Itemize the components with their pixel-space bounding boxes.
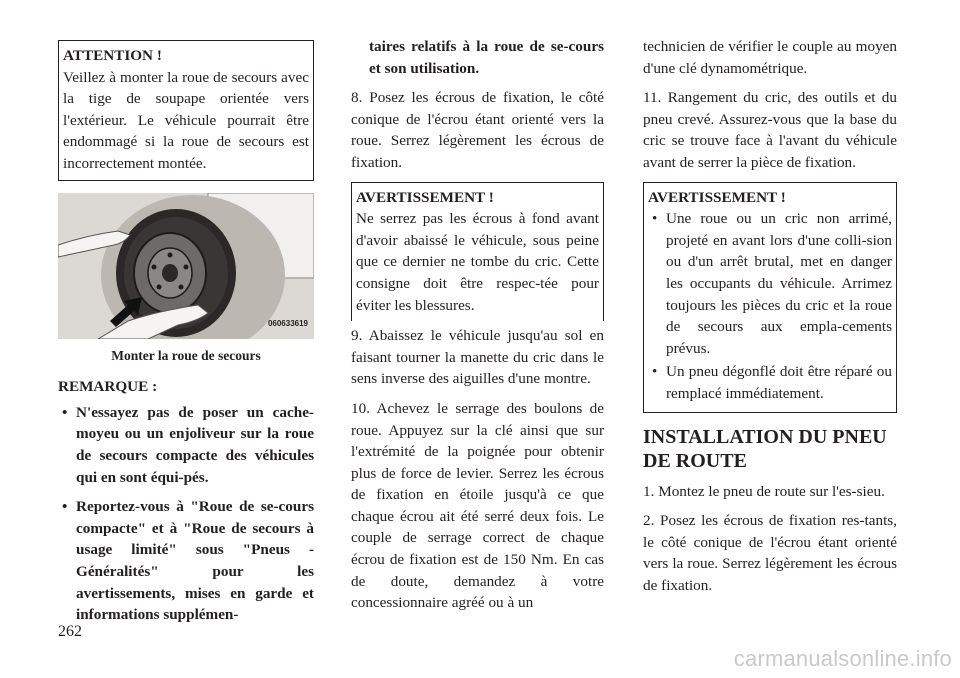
watermark: carmanualsonline.info (733, 646, 952, 671)
remarque-title: REMARQUE : (58, 378, 158, 396)
page-number: 262 (58, 623, 82, 640)
attention-title: ATTENTION ! (63, 47, 162, 64)
install-step-1: 1. Montez le pneu de route sur l'es-sieu. (643, 482, 885, 500)
attention-box (58, 40, 314, 181)
figure-code: 060633619 (267, 318, 308, 328)
column-right (643, 36, 897, 604)
warning-box-nuts (351, 182, 604, 322)
warning-item: • Une roue ou un cric non arrimé, projeté en avant lors d'une colli-sion ou d'un arrêt brutal, met en danger les occupants du véhicule. Arrimez toujours les pièces du cric et la roue de secours aux empla-cements prévus. (648, 208, 892, 359)
step-10-continued: technicien de vérifier le couple au moyen d'une clé dynamométrique. (643, 38, 897, 77)
attention-text: Veillez à monter la roue de secours avec la tige de soupape orientée vers l'extérieur. Le véhicule pourrait être endommagé si la roue de secours est incorrectement montée. (63, 68, 309, 172)
remarque-item: • N'essayez pas de poser un cache-moyeu ou un enjoliveur sur la roue de secours compacte des véhicules qui en sont équi-pés. (58, 402, 314, 488)
warning-text: Ne serrez pas les écrous à fond avant d'avoir abaissé le véhicule, sous peine que ce dernier ne tombe du cric. Cette consigne doit être respec-tée pour éviter les blessures. (356, 210, 599, 314)
step-8: 8. Posez les écrous de fixation, le côté conique de l'écrou étant orienté vers la roue. Serrez légèrement les écrous de fixation. (351, 89, 604, 171)
install-step-2: 2. Posez les écrous de fixation res-tants, le côté conique de l'écrou étant orienté vers la roue. Serrez légèrement les écrous de fixation. (643, 512, 897, 594)
step-9: 9. Abaissez le véhicule jusqu'au sol en faisant tourner la manette du cric dans le sens inverse des aiguilles d'une montre. (351, 327, 604, 388)
step-11: 11. Rangement du cric, des outils et du pneu crevé. Assurez-vous que la base du cric se trouve face à l'avant du véhicule avant de serrer la pièce de fixation. (643, 89, 897, 171)
section-heading: INSTALLATION DU PNEU DE ROUTE (643, 425, 887, 472)
warning-title: AVERTISSEMENT ! (356, 188, 494, 206)
figure-caption: Monter la roue de secours (111, 347, 261, 363)
remarque-continued: taires relatifs à la roue de se-cours et son utilisation. (369, 38, 604, 77)
warning-item: • Un pneu dégonflé doit être réparé ou remplacé immédiatement. (648, 361, 892, 404)
warning-box-jack (643, 182, 897, 413)
remarque-list (58, 402, 314, 626)
step-10: 10. Achevez le serrage des boulons de roue. Appuyez sur la clé ainsi que sur l'extrémité de la poignée pour obtenir plus de force de levier. Serrez les écrous de fixation en étoile jusqu'à ce que chaque écrou ait été serré deux fois. Le couple de serrage correct de chaque écrou de fixation est de 150 Nm. En cas de doute, demandez à votre concessionnaire agréé ou à un (351, 399, 604, 612)
column-left (58, 40, 314, 634)
column-middle (351, 36, 604, 622)
spare-tire-figure (58, 193, 314, 339)
remarque-item: • Reportez-vous à "Roue de se-cours compacte" et à "Roue de secours à usage limité" sous "Pneus - Généralités" pour les avertissements, mises en garde et informations supplémen- (58, 496, 314, 626)
warning-list (648, 208, 892, 404)
warning-title: AVERTISSEMENT ! (648, 188, 786, 206)
